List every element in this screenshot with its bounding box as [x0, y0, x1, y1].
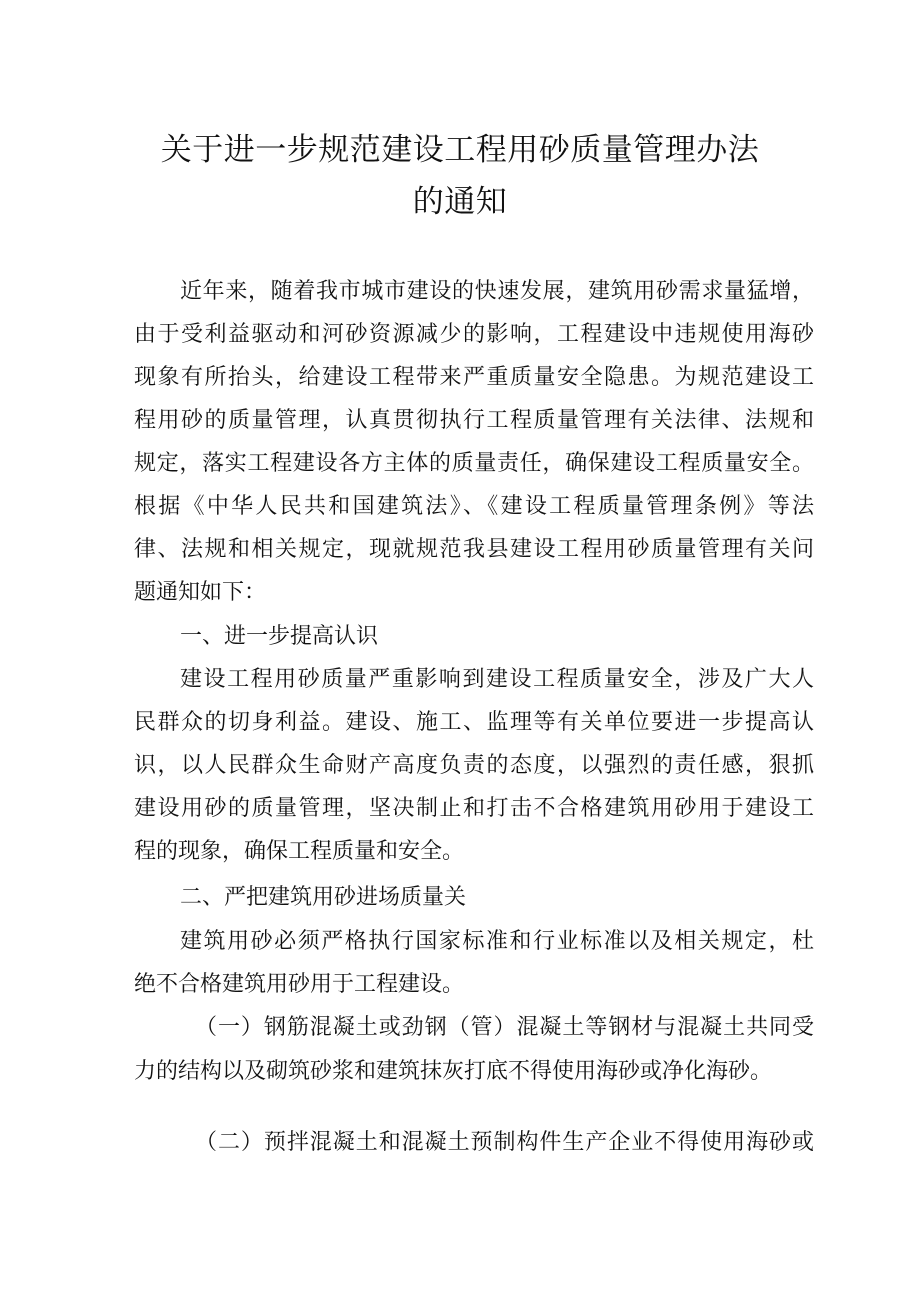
item-2-line: （二）预拌混凝土和混凝土预制构件生产企业不得使用海砂或 [195, 1130, 814, 1155]
intro-line: 由于受利益驱动和河砂资源减少的影响，工程建设中违规使用海砂 [134, 322, 814, 347]
section-1-line: 程的现象，确保工程质量和安全。 [134, 839, 465, 864]
section-1-line: 建设用砂的质量管理，坚决制止和打击不合格建筑用砂用于建设工 [134, 796, 814, 821]
intro-line: 规定，落实工程建设各方主体的质量责任，确保建设工程质量安全。 [134, 451, 814, 476]
intro-line: 近年来，随着我市城市建设的快速发展，建筑用砂需求量猛增， [180, 279, 814, 304]
intro-line: 题通知如下： [134, 580, 267, 605]
document-title-line-1: 关于进一步规范建设工程用砂质量管理办法 [160, 132, 760, 168]
section-1-heading: 一、进一步提高认识 [180, 624, 379, 649]
item-1-line: 力的结构以及砌筑砂浆和建筑抹灰打底不得使用海砂或净化海砂。 [134, 1059, 773, 1084]
item-1-line: （一）钢筋混凝土或劲钢（管）混凝土等钢材与混凝土共同受 [195, 1015, 814, 1040]
section-1-line: 建设工程用砂质量严重影响到建设工程质量安全，涉及广大人 [180, 667, 814, 692]
section-2-heading: 二、严把建筑用砂进场质量关 [180, 885, 467, 910]
section-2-line: 绝不合格建筑用砂用于工程建设。 [134, 972, 465, 997]
section-1-line: 识，以人民群众生命财产高度负责的态度，以强烈的责任感，狠抓 [134, 753, 814, 778]
document-title-line-2: 的通知 [412, 184, 508, 220]
intro-line: 律、法规和相关规定，现就规范我县建设工程用砂质量管理有关问 [134, 537, 814, 562]
intro-line: 程用砂的质量管理，认真贯彻执行工程质量管理有关法律、法规和 [134, 408, 814, 433]
section-2-line: 建筑用砂必须严格执行国家标准和行业标准以及相关规定，杜 [180, 929, 814, 954]
intro-line: 现象有所抬头，给建设工程带来严重质量安全隐患。为规范建设工 [134, 365, 814, 390]
section-1-line: 民群众的切身利益。建设、施工、监理等有关单位要进一步提高认 [134, 710, 814, 735]
intro-line: 根据《中华人民共和国建筑法》、《建设工程质量管理条例》等法 [134, 494, 814, 519]
